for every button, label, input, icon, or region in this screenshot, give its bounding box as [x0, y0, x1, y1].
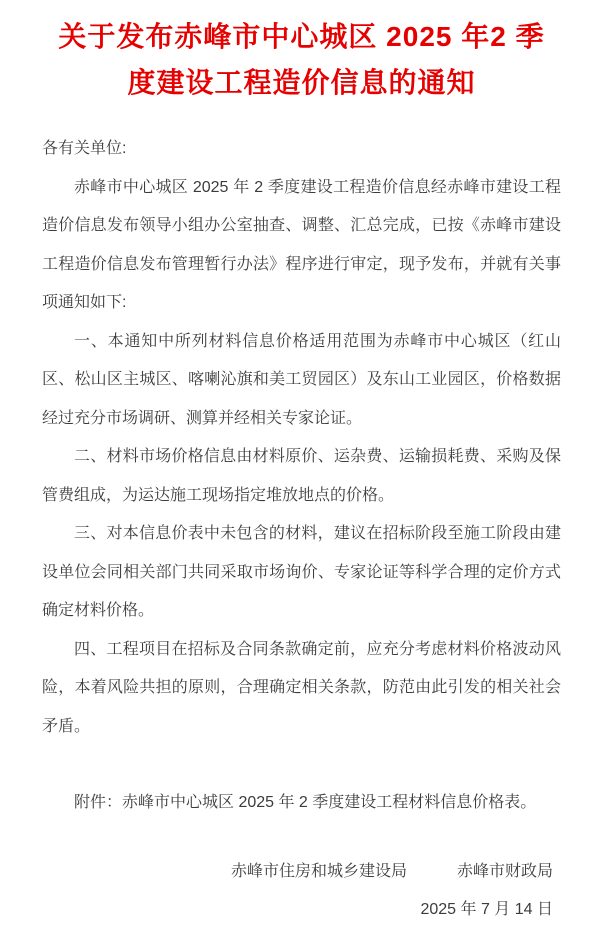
salutation: 各有关单位: — [42, 140, 127, 157]
issue-date: 2025 年 7 月 14 日 — [420, 901, 553, 918]
attachment-note: 附件：赤峰市中心城区 2025 年 2 季度建设工程材料信息价格表。 — [74, 794, 537, 811]
issuer-finance-bureau: 赤峰市财政局 — [456, 862, 553, 880]
notice-title-line-2: 度建设工程造价信息的通知 — [127, 67, 476, 98]
paragraph-item-4: 四、工程项目在招标及合同条款确定前，应充分考虑材料价格波动风险，本着风险共担的原则，合理确定相关条款，防范由此引发的相关社会矛盾。 — [42, 640, 561, 735]
notice-title-line-1: 关于发布赤峰市中心城区 2025 年2 季 — [58, 21, 545, 52]
paragraph-item-1: 一、本通知中所列材料信息价格适用范围为赤峰市中心城区（红山区、松山区主城区、喀喇沁旗和美工贸园区）及东山工业园区，价格数据经过充分市场调研、测算并经相关专家论证。 — [42, 332, 561, 427]
paragraph-item-2: 二、材料市场价格信息由材料原价、运杂费、运输损耗费、采购及保管费组成，为运达施工现场指定堆放地点的价格。 — [42, 448, 561, 504]
notice-body — [42, 130, 561, 930]
paragraph-item-3: 三、对本信息价表中未包含的材料，建议在招标阶段至施工阶段由建设单位会同相关部门共同采取市场询价、专家论证等科学合理的定价方式确定材料价格。 — [42, 525, 561, 619]
notice-title — [42, 14, 561, 106]
issuer-row — [42, 853, 553, 892]
issuer-housing-bureau: 赤峰市住房和城乡建设局 — [230, 862, 407, 880]
paragraph-intro: 赤峰市中心城区 2025 年 2 季度建设工程造价信息经赤峰市建设工程造价信息发布领导小组办公室抽查、调整、汇总完成，已按《赤峰市建设工程造价信息发布管理暂行办法》程序进行审定，现予发布，并就有关事项通知如下: — [42, 178, 561, 311]
